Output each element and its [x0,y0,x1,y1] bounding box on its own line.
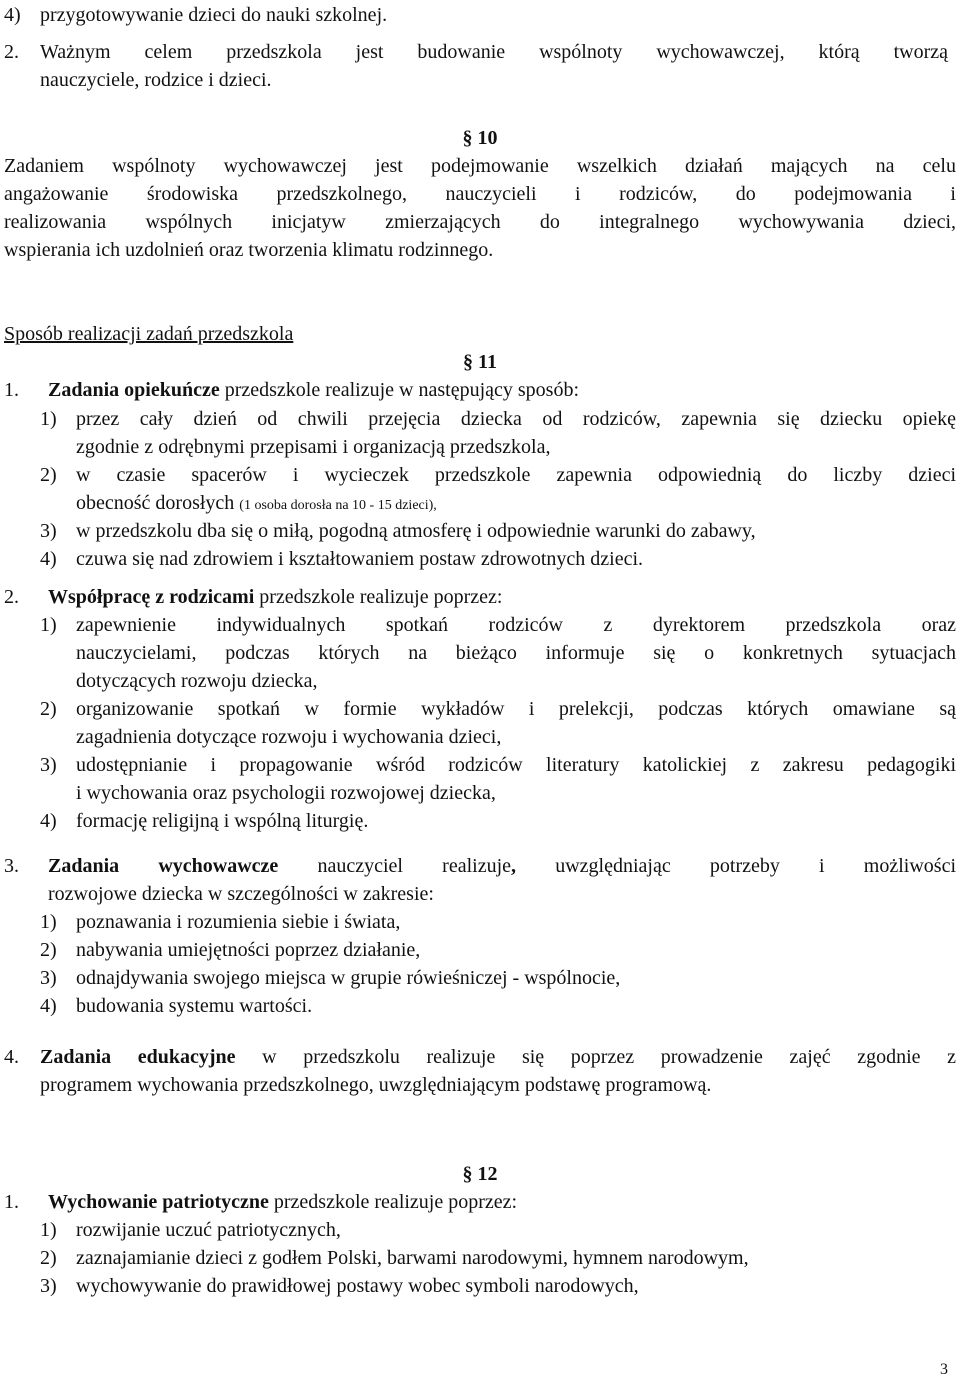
list-number: 1) [40,1219,57,1241]
list-item-text [76,489,437,520]
page-number: 3 [940,1361,948,1378]
paragraph-text: przedszkole realizuje poprzez: [254,586,503,608]
paragraph-lead [48,1188,517,1216]
bold-phrase: Współpracę z rodzicami [48,586,255,608]
paragraph-number: 3. [4,855,19,877]
paragraph-text: Ważnym celem przedszkola jest budowanie wspólnoty wychowawczej, którą tworzą [40,41,948,63]
list-number: 2) [40,464,57,486]
list-item-text: w czasie spacerów i wycieczek przedszkole zapewnia odpowiednią do liczby dzieci [76,464,956,486]
paragraph-text: angażowanie środowiska przedszkolnego, nauczycieli i rodziców, do podejmowania i [4,183,956,205]
paragraph-text: uwzględniając potrzeby i możliwości [516,855,956,877]
paragraph-lead [48,583,502,611]
list-item-note: (1 osoba dorosła na 10 - 15 dzieci), [239,498,437,513]
list-number: 4) [4,4,21,26]
section-heading: § 10 [462,127,498,149]
bold-phrase: Zadania opiekuńcze [48,379,220,401]
list-item-text: odnajdywania swojego miejsca w grupie rówieśniczej - wspólnocie, [76,967,621,989]
list-item-text: w przedszkolu dba się o miłą, pogodną atmosferę i odpowiednie warunki do zabawy, [76,520,756,542]
section-heading: § 12 [462,1163,498,1185]
list-item-text: przygotowywanie dzieci do nauki szkolnej. [40,4,388,26]
paragraph-text: realizowania wspólnych inicjatyw zmierzających do integralnego wychowywania dzieci, [4,211,956,233]
paragraph-text: rozwojowe dziecka w szczególności w zakresie: [48,883,434,905]
paragraph-text: programem wychowania przedszkolnego, uwzględniającym podstawę programową. [40,1074,712,1096]
list-number: 1) [40,408,57,430]
list-item-text: nauczycielami, podczas których na bieżąco informuje się o konkretnych sytuacjach [76,642,956,664]
list-item-text: wychowywanie do prawidłowej postawy wobec symboli narodowych, [76,1275,639,1297]
list-item-text: zgodnie z odrębnymi przepisami i organizacją przedszkola, [76,436,551,458]
list-item-text: czuwa się nad zdrowiem i kształtowaniem postaw zdrowotnych dzieci. [76,548,644,570]
paragraph-number: 2. [4,41,19,63]
list-item-text: dotyczących rozwoju dziecka, [76,670,318,692]
paragraph-lead [48,376,579,404]
list-item-text: rozwijanie uczuć patriotycznych, [76,1219,341,1241]
list-number: 3) [40,754,57,776]
bold-comma: , [511,855,517,877]
list-item-text: zaznajamianie dzieci z godłem Polski, barwami narodowymi, hymnem narodowym, [76,1247,749,1269]
paragraph-text: nauczyciel realizuje [278,855,512,877]
paragraph-number: 2. [4,586,19,608]
bold-phrase: Zadania edukacyjne [40,1046,236,1068]
list-number: 4) [40,995,57,1017]
list-number: 3) [40,520,57,542]
section-heading: § 11 [463,351,497,373]
bold-phrase: Zadania wychowawcze [48,855,279,877]
paragraph-number: 4. [4,1046,19,1068]
list-item-text: budowania systemu wartości. [76,995,313,1017]
list-item-text: zapewnienie indywidualnych spotkań rodziców z dyrektorem przedszkola oraz [76,614,956,636]
paragraph-lead [40,1043,956,1071]
paragraph-lead [48,852,956,880]
list-item-text: nabywania umiejętności poprzez działanie, [76,939,421,961]
paragraph-text: Zadaniem wspólnoty wychowawczej jest podejmowanie wszelkich działań mających na celu [4,155,956,177]
list-number: 1) [40,614,57,636]
paragraph-text: przedszkole realizuje poprzez: [268,1191,518,1213]
paragraph-text: wspierania ich uzdolnień oraz tworzenia klimatu rodzinnego. [4,239,494,261]
list-number: 2) [40,698,57,720]
paragraph-number: 1. [4,379,19,401]
paragraph-number: 1. [4,1191,19,1213]
list-number: 4) [40,810,57,832]
list-number: 3) [40,1275,57,1297]
list-number: 2) [40,1247,57,1269]
list-item-text: i wychowania oraz psychologii rozwojowej dziecka, [76,782,496,804]
list-item-text: przez cały dzień od chwili przejęcia dziecka od rodziców, zapewnia się dziecku opiekę [76,408,956,430]
list-item-text-part: obecność dorosłych [76,492,240,514]
paragraph-text: przedszkole realizuje w następujący sposób: [219,379,580,401]
paragraph-text: nauczyciele, rodzice i dzieci. [40,69,272,91]
list-number: 4) [40,548,57,570]
section-title: Sposób realizacji zadań przedszkola [4,323,294,345]
list-item-text: organizowanie spotkań w formie wykładów i prelekcji, podczas których omawiane są [76,698,956,720]
paragraph-text: w przedszkolu realizuje się poprzez prowadzenie zajęć zgodnie z [235,1046,956,1068]
list-item-text: zagadnienia dotyczące rozwoju i wychowania dzieci, [76,726,502,748]
bold-phrase: Wychowanie patriotyczne [48,1191,269,1213]
list-item-text: formację religijną i wspólną liturgię. [76,810,369,832]
list-item-text: poznawania i rozumienia siebie i świata, [76,911,401,933]
list-number: 1) [40,911,57,933]
list-number: 3) [40,967,57,989]
list-number: 2) [40,939,57,961]
list-item-text: udostępnianie i propagowanie wśród rodziców literatury katolickiej z zakresu pedagogiki [76,754,956,776]
